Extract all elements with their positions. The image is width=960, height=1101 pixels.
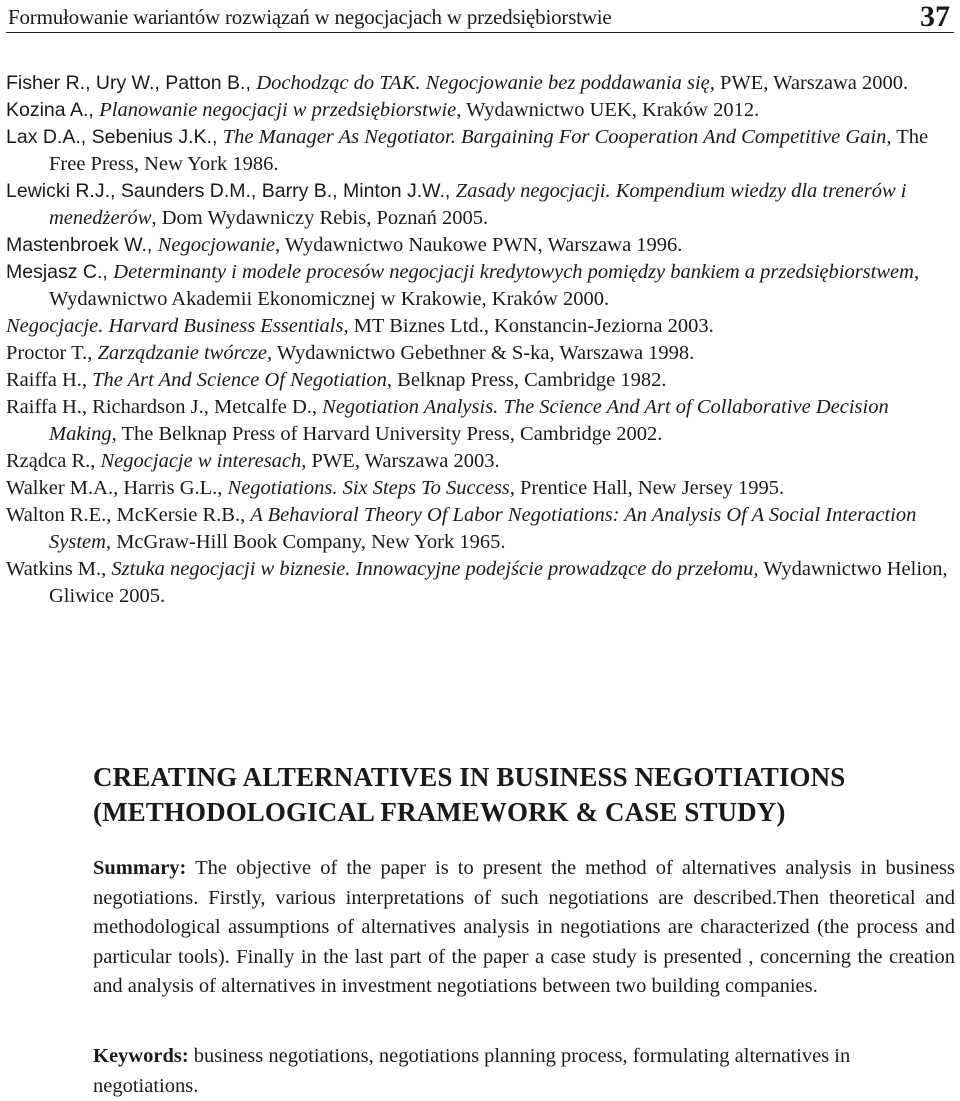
reference-title: Dochodząc do TAK. Negocjowanie bez poddawania się	[256, 72, 710, 94]
reference-text: Proctor T.,	[6, 342, 98, 364]
keywords-paragraph	[93, 1042, 955, 1101]
reference-title: Negotiation Analysis. The Science And Art of Collaborative Decision Making,	[49, 396, 889, 445]
reference-text: , Wydawnictwo Gebethner & S-ka, Warszawa 1998.	[267, 342, 695, 364]
reference-text: Kozina A.,	[6, 99, 100, 121]
reference-item	[6, 502, 954, 556]
reference-text: Mastenbroek W.,	[6, 234, 158, 256]
reference-item	[6, 367, 954, 394]
reference-item	[6, 394, 954, 448]
running-title: Formułowanie wariantów rozwiązań w negocjacjach w przedsiębiorstwie	[8, 5, 612, 29]
reference-text: , PWE, Warszawa 2000.	[709, 72, 909, 94]
reference-text: , Wydawnictwo Akademii Ekonomicznej w Krakowie, Kraków 2000.	[49, 261, 920, 310]
reference-text: The Belknap Press of Harvard University Press, Cambridge 2002.	[116, 423, 663, 445]
english-title	[93, 760, 953, 830]
reference-item	[6, 475, 954, 502]
keywords-label: Keywords:	[93, 1045, 189, 1067]
reference-text: Watkins M.,	[6, 558, 112, 580]
reference-text: Lax D.A., Sebenius J.K.,	[6, 126, 223, 148]
reference-text: Walton R.E., McKersie R.B.,	[6, 504, 251, 526]
english-title-line-1: CREATING ALTERNATIVES IN BUSINESS NEGOTIATIONS	[93, 762, 846, 792]
reference-item	[6, 259, 954, 313]
reference-text: , Belknap Press, Cambridge 1982.	[386, 369, 667, 391]
keywords-text: business negotiations, negotiations planning process, formulating alternatives in negotiations.	[93, 1045, 851, 1097]
reference-item	[6, 232, 954, 259]
reference-text: Mesjasz C.,	[6, 261, 114, 283]
reference-text: , MT Biznes Ltd., Konstancin-Jeziorna 2003.	[343, 315, 714, 337]
summary-text: The objective of the paper is to present the method of alternatives analysis in business negotiations. Firstly, various interpretations of such negotiations are described.Then theoretical and methodological assumptions of alternatives analysis in negotiations are characterized (the process and particular tools). Finally in the last part of the paper a case study is presented , concerning the creation and analysis of alternatives in investment negotiations between two building companies.	[93, 857, 955, 997]
reference-list	[6, 70, 954, 610]
reference-item	[6, 70, 954, 97]
reference-text: Lewicki R.J., Saunders D.M., Barry B., Minton J.W.,	[6, 180, 456, 202]
reference-item	[6, 556, 954, 610]
reference-item	[6, 178, 954, 232]
reference-title: Zasady negocjacji. Kompendium wiedzy dla trenerów i menedżerów	[49, 180, 907, 229]
reference-item	[6, 313, 954, 340]
reference-title: The Art And Science Of Negotiation	[92, 369, 387, 391]
reference-text: , Wydawnictwo UEK, Kraków 2012.	[456, 99, 760, 121]
reference-text: Walker M.A., Harris G.L.,	[6, 477, 228, 499]
reference-title: Negocjacje w interesach	[100, 450, 302, 472]
summary-paragraph	[93, 854, 955, 1002]
page-number: 37	[920, 0, 950, 33]
reference-title: Zarządzanie twórcze	[97, 342, 267, 364]
reference-text: , Prentice Hall, New Jersey 1995.	[509, 477, 785, 499]
reference-title: Planowanie negocjacji w przedsiębiorstwie	[99, 99, 457, 121]
reference-item	[6, 124, 954, 178]
reference-item	[6, 340, 954, 367]
reference-text: Fisher R., Ury W., Patton B.,	[6, 72, 257, 94]
reference-text: McGraw-Hill Book Company, New York 1965.	[111, 531, 506, 553]
reference-text: Rządca R.,	[6, 450, 101, 472]
reference-text: Raiffa H., Richardson J., Metcalfe D.,	[6, 396, 323, 418]
reference-title: Negocjacje. Harvard Business Essentials	[6, 315, 344, 337]
reference-text: , Dom Wydawniczy Rebis, Poznań 2005.	[151, 207, 489, 229]
reference-item	[6, 97, 954, 124]
summary-label: Summary:	[93, 857, 187, 879]
reference-title: Determinanty i modele procesów negocjacji kredytowych pomiędzy bankiem a przedsiębiorstwem	[113, 261, 914, 283]
reference-text: , Wydawnictwo Naukowe PWN, Warszawa 1996.	[275, 234, 683, 256]
reference-text: Wydawnictwo Helion, Gliwice 2005.	[49, 558, 948, 607]
english-title-line-2: (METHODOLOGICAL FRAMEWORK & CASE STUDY)	[93, 797, 786, 827]
reference-text: , PWE, Warszawa 2003.	[301, 450, 500, 472]
reference-title: A Behavioral Theory Of Labor Negotiations: An Analysis Of A Social Interaction System,	[49, 504, 917, 553]
reference-title: Negocjowanie	[157, 234, 276, 256]
reference-text: , The Free Press, New York 1986.	[49, 126, 929, 175]
running-header	[6, 0, 954, 33]
reference-text: Raiffa H.,	[6, 369, 93, 391]
reference-title: Negotiations. Six Steps To Success	[227, 477, 510, 499]
reference-title: Sztuka negocjacji w biznesie. Innowacyjne podejście prowadzące do przełomu,	[111, 558, 759, 580]
reference-title: The Manager As Negotiator. Bargaining For Cooperation And Competitive Gain	[222, 126, 887, 148]
reference-item	[6, 448, 954, 475]
